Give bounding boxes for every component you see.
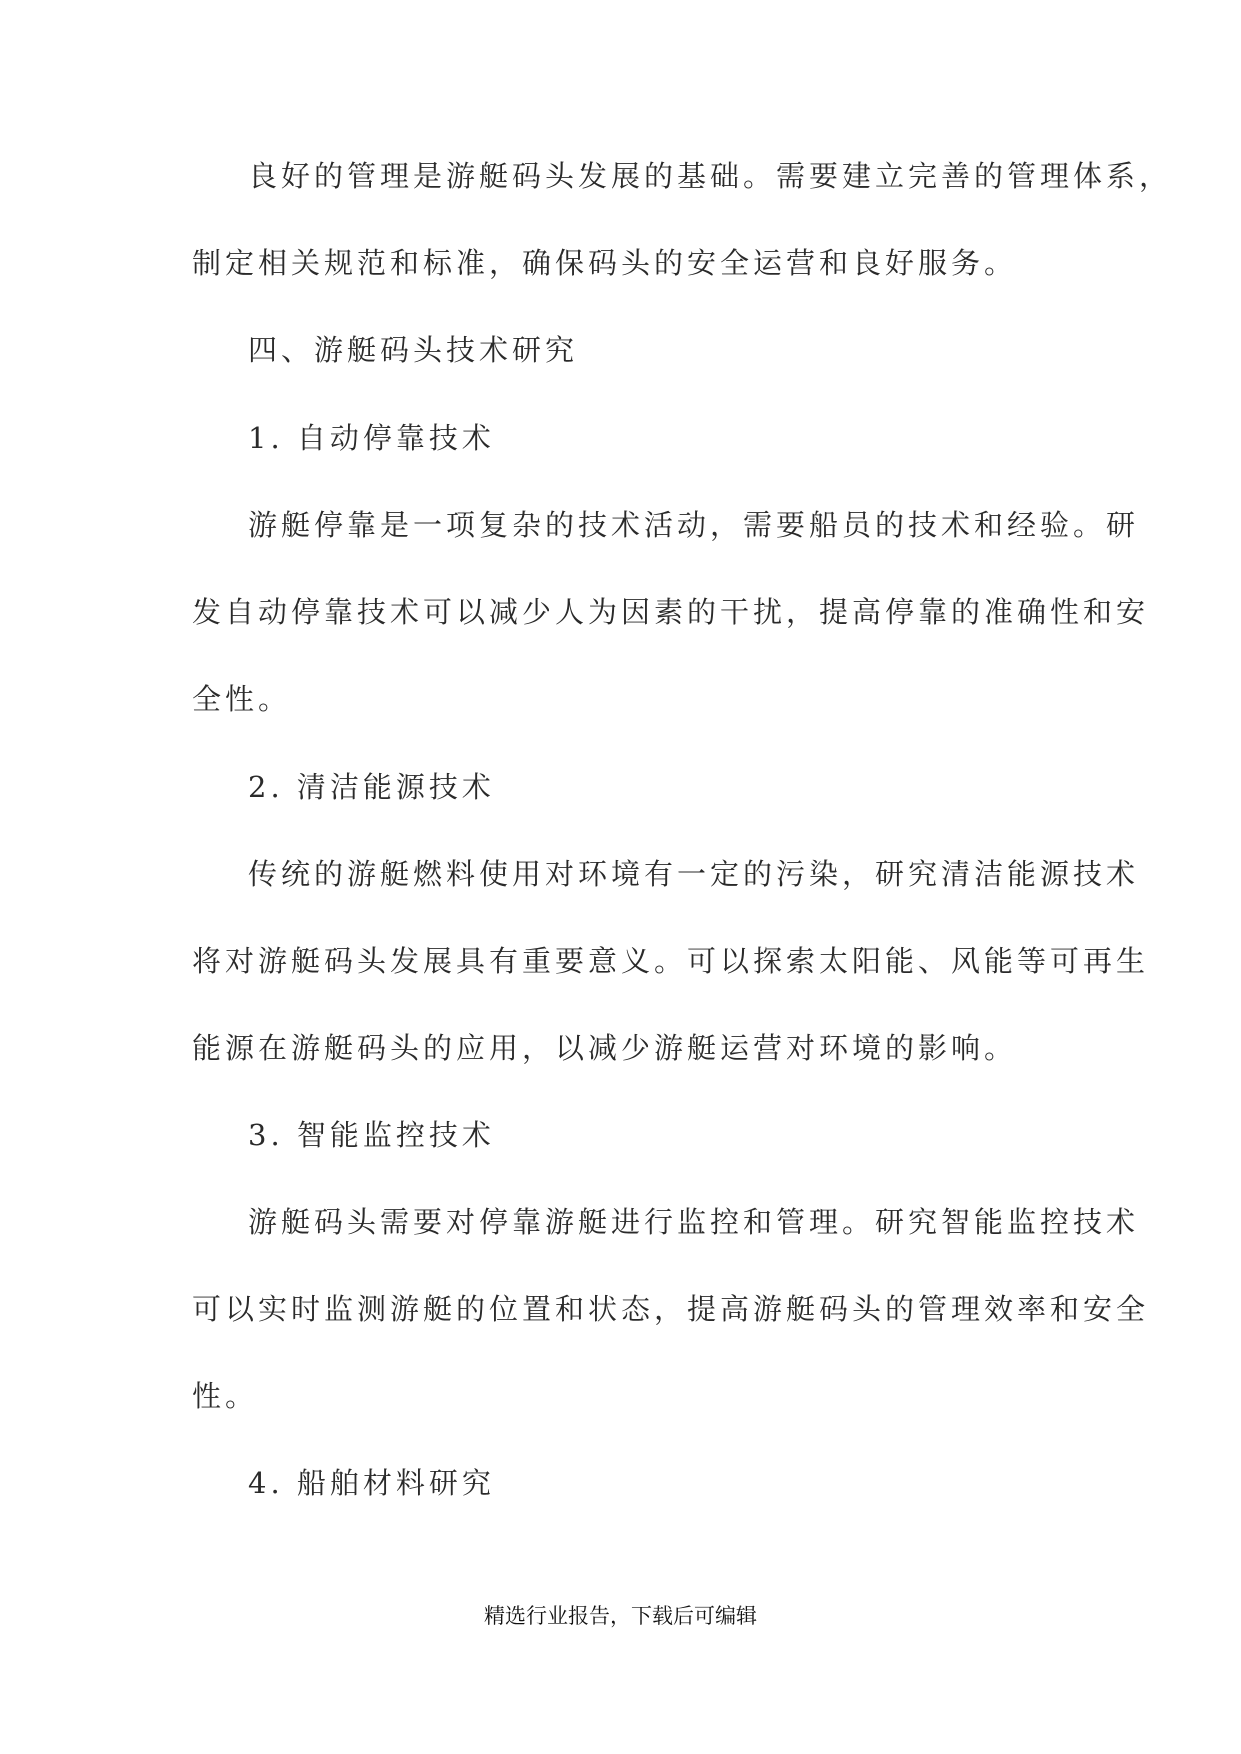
subsection-heading: 2. 清洁能源技术	[248, 770, 495, 804]
paragraph-line: 将对游艇码头发展具有重要意义。可以探索太阳能、风能等可再生	[192, 944, 1150, 978]
paragraph-line: 可以实时监测游艇的位置和状态，提高游艇码头的管理效率和安全	[192, 1292, 1150, 1326]
subsection-heading: 4. 船舶材料研究	[248, 1466, 495, 1500]
subsection-heading: 1. 自动停靠技术	[248, 421, 495, 455]
subsection-heading: 3. 智能监控技术	[248, 1118, 495, 1152]
paragraph-line: 性。	[192, 1379, 259, 1413]
paragraph-line: 良好的管理是游艇码头发展的基础。需要建立完善的管理体系，	[248, 159, 1173, 193]
section-heading: 四、游艇码头技术研究	[248, 333, 579, 367]
paragraph-line: 游艇码头需要对停靠游艇进行监控和管理。研究智能监控技术	[248, 1205, 1140, 1239]
page-footer: 精选行业报告，下载后可编辑	[484, 1604, 757, 1628]
paragraph-line: 全性。	[192, 682, 292, 716]
paragraph-line: 传统的游艇燃料使用对环境有一定的污染，研究清洁能源技术	[248, 857, 1140, 891]
paragraph-line: 游艇停靠是一项复杂的技术活动，需要船员的技术和经验。研	[248, 508, 1140, 542]
paragraph-line: 制定相关规范和标准，确保码头的安全运营和良好服务。	[192, 246, 1018, 280]
paragraph-line: 发自动停靠技术可以减少人为因素的干扰，提高停靠的准确性和安	[192, 595, 1150, 629]
paragraph-line: 能源在游艇码头的应用，以减少游艇运营对环境的影响。	[192, 1031, 1018, 1065]
